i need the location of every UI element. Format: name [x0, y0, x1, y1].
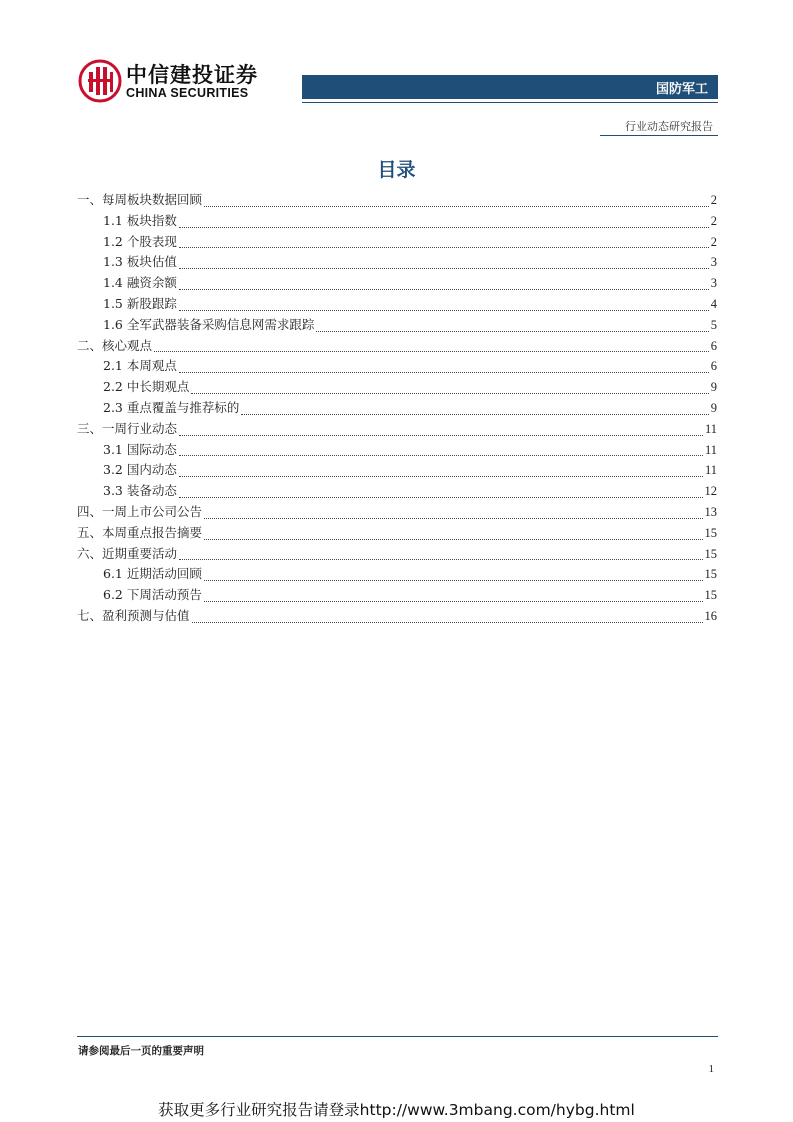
toc-entry[interactable]: [77, 419, 717, 440]
toc-entry[interactable]: [77, 294, 717, 315]
toc-entry[interactable]: [77, 315, 717, 336]
sector-header-bar: [302, 75, 718, 99]
toc-title: 目录: [377, 159, 416, 181]
toc-entry[interactable]: [77, 564, 717, 585]
toc-leader-dots: [179, 226, 709, 228]
toc-entry[interactable]: [77, 190, 717, 211]
toc-entry-label: 1.2 个股表现: [103, 233, 177, 249]
toc-leader-dots: [179, 558, 702, 560]
toc-entry-page: 9: [710, 380, 717, 395]
toc-leader-dots: [154, 350, 709, 352]
toc-leader-dots: [179, 434, 703, 436]
toc-leader-dots: [241, 413, 708, 415]
toc-entry-label: 一、每周板块数据回顾: [77, 192, 203, 207]
toc-entry-label: 2.2 中长期观点: [103, 379, 190, 395]
toc-entry-label: 6.2 下周活动预告: [103, 587, 202, 603]
page-number: 1: [708, 1063, 714, 1075]
toc-entry-page: 15: [704, 546, 717, 561]
toc-entry[interactable]: [77, 211, 717, 232]
toc-entry-page: 5: [710, 317, 717, 332]
sector-label: 国防军工: [655, 82, 708, 97]
toc-entry[interactable]: [77, 252, 717, 273]
toc-entry-page: 3: [710, 276, 717, 291]
toc-entry-label: 2.1 本周观点: [103, 358, 177, 374]
header-divider: [302, 102, 718, 103]
toc-leader-dots: [179, 371, 709, 373]
toc-entry[interactable]: [77, 273, 717, 294]
toc-entry-page: 11: [704, 442, 717, 457]
toc-leader-dots: [179, 309, 709, 311]
toc-entry[interactable]: [77, 585, 717, 606]
toc-leader-dots: [191, 392, 708, 394]
toc-entry-page: 4: [710, 296, 717, 311]
toc-entry-page: 15: [704, 567, 717, 582]
toc-leader-dots: [316, 330, 708, 332]
toc-leader-dots: [179, 288, 709, 290]
toc-entry[interactable]: [77, 336, 717, 357]
toc-leader-dots: [179, 267, 709, 269]
toc-entry[interactable]: [77, 377, 717, 398]
toc-entry-page: 2: [710, 193, 717, 207]
toc-entry-label: 1.6 全军武器装备采购信息网需求跟踪: [103, 316, 315, 332]
toc-leader-dots: [179, 454, 703, 456]
toc-entry[interactable]: [77, 606, 717, 627]
toc-entry-page: 9: [710, 400, 717, 415]
toc-leader-dots: [179, 496, 703, 498]
toc-leader-dots: [204, 579, 703, 581]
toc-leader-dots: [204, 205, 709, 207]
toc-entry-label: 1.3 板块估值: [103, 254, 177, 270]
watermark-link[interactable]: 获取更多行业研究报告请登录http://www.3mbang.com/hybg.html: [158, 1101, 635, 1119]
toc-entry-label: 2.3 重点覆盖与推荐标的: [103, 399, 240, 415]
toc-entry-page: 3: [710, 255, 717, 270]
toc-entry-label: 3.1 国际动态: [103, 441, 177, 457]
disclaimer-note: 请参阅最后一页的重要声明: [78, 1045, 204, 1057]
toc-entry-label: 六、近期重要活动: [77, 545, 178, 561]
toc-leader-dots: [179, 475, 703, 477]
company-name-en: CHINA SECURITIES: [126, 86, 249, 100]
toc-entry-label: 五、本周重点报告摘要: [77, 524, 203, 540]
company-logo: [78, 59, 258, 103]
toc-entry-page: 15: [704, 525, 717, 540]
toc-entry-label: 二、核心观点: [77, 337, 153, 353]
toc-entry[interactable]: [77, 523, 717, 544]
toc-entry-page: 2: [710, 213, 717, 228]
toc-entry-page: 6: [710, 359, 717, 374]
footer-divider: [77, 1036, 718, 1037]
toc-entry[interactable]: [77, 481, 717, 502]
toc-entry-label: 1.4 融资余额: [103, 275, 177, 291]
toc-entry[interactable]: [77, 502, 717, 523]
report-type-divider: [600, 135, 718, 136]
toc-entry-label: 1.5 新股跟踪: [103, 295, 177, 311]
toc-entry[interactable]: [77, 460, 717, 481]
toc-leader-dots: [204, 600, 703, 602]
toc-leader-dots: [179, 246, 709, 248]
table-of-contents: [77, 190, 717, 627]
toc-entry-page: 11: [704, 421, 717, 436]
toc-entry-page: 15: [704, 588, 717, 603]
toc-entry[interactable]: [77, 356, 717, 377]
citic-logo-icon: [78, 59, 122, 103]
toc-entry[interactable]: [77, 232, 717, 253]
toc-entry[interactable]: [77, 544, 717, 565]
toc-entry-page: 12: [704, 484, 717, 499]
toc-leader-dots: [204, 517, 702, 519]
company-name-cn: 中信建投证券: [126, 63, 258, 87]
toc-entry-label: 三、一周行业动态: [77, 420, 178, 436]
toc-entry[interactable]: [77, 440, 717, 461]
toc-entry-page: 16: [704, 608, 717, 623]
toc-leader-dots: [192, 621, 703, 623]
toc-entry-label: 3.2 国内动态: [103, 462, 177, 478]
toc-entry-page: 13: [704, 504, 717, 519]
toc-entry-label: 3.3 装备动态: [103, 483, 177, 499]
toc-entry-page: 2: [710, 234, 717, 249]
toc-entry-label: 1.1 板块指数: [103, 212, 177, 228]
toc-entry-label: 七、盈利预测与估值: [77, 607, 190, 623]
toc-leader-dots: [204, 538, 702, 540]
toc-entry-page: 11: [704, 463, 717, 478]
toc-entry-label: 6.1 近期活动回顾: [103, 566, 202, 582]
toc-entry[interactable]: [77, 398, 717, 419]
toc-entry-page: 6: [710, 338, 717, 353]
toc-entry-label: 四、一周上市公司公告: [77, 503, 203, 519]
report-type-label: 行业动态研究报告: [625, 120, 713, 133]
